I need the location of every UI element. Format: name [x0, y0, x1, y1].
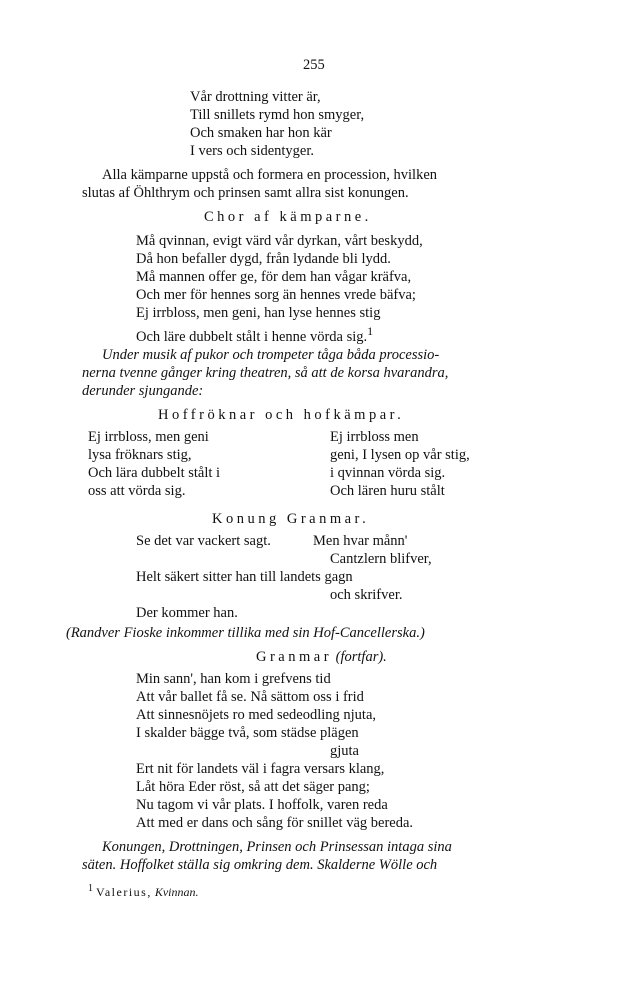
randver-direction: (Randver Fioske inkommer tillika med sin Hof-Cancellerska.) [66, 625, 425, 641]
duet-right-line: i qvinnan vörda sig. [330, 465, 446, 481]
granmar2-line: gjuta [330, 743, 359, 759]
duet-left-line: Och lära dubbelt stålt i [88, 465, 221, 481]
footnote-number: 1 [88, 883, 93, 894]
granmar-heading: Konung Granmar. [212, 511, 370, 527]
duet-left-line: Ej irrbloss, men geni [88, 429, 209, 445]
duet-right-line: geni, I lysen op vår stig, [330, 447, 470, 463]
granmar2-heading-name: Granmar [256, 649, 333, 665]
footnote-title: Kvinnan. [154, 885, 199, 899]
granmar-line: Der kommer han. [136, 605, 238, 621]
stage-direction-line: derunder sjungande: [82, 383, 204, 399]
chor-line: Och mer för hennes sorg än hennes vrede bäfva; [136, 287, 416, 303]
granmar2-line: Nu tagom vi vår plats. I hoffolk, varen reda [136, 797, 388, 813]
chor-line: Då hon befaller dygd, från lydande bli lydd. [136, 251, 391, 267]
granmar2-heading [256, 648, 387, 666]
duet-heading: Hoffröknar och hofkämpar. [158, 407, 405, 423]
page-number: 255 [303, 57, 325, 73]
granmar2-line: I skalder bägge två, som städse plägen [136, 725, 359, 741]
duet-left-line: lysa fröknars stig, [88, 447, 192, 463]
narration-line: Alla kämparne uppstå och formera en procession, hvilken [102, 167, 438, 183]
stanza-line: I vers och sidentyger. [190, 143, 315, 159]
stanza-line: Och smaken har hon kär [190, 125, 332, 141]
granmar2-heading-note: (fortfar). [335, 649, 387, 665]
granmar-line: Se det var vackert sagt. [136, 533, 271, 549]
stanza-line: Vår drottning vitter är, [190, 89, 321, 105]
granmar-line: Helt säkert sitter han till landets gagn [136, 569, 353, 585]
granmar2-line: Min sann', han kom i grefvens tid [136, 671, 331, 687]
granmar2-line: Låt höra Eder röst, så att det säger pang; [136, 779, 370, 795]
stage-direction-line: Konungen, Drottningen, Prinsen och Prinsessan intaga sina [102, 839, 452, 855]
stage-direction-line: säten. Hoffolket ställa sig omkring dem. Skalderne Wölle och [82, 857, 438, 873]
granmar2-line: Att med er dans och sång för snillet väg bereda. [136, 815, 414, 831]
granmar-line: och skrifver. [330, 587, 403, 603]
narration-line: slutas af Öhlthrym och prinsen samt allra sist konungen. [82, 185, 409, 201]
chor-line: Ej irrbloss, men geni, han lyse hennes stig [136, 305, 381, 321]
footnote [88, 880, 199, 901]
granmar-line: Men hvar månn' [313, 533, 408, 549]
granmar2-line: Att vår ballet få se. Nå sättom oss i frid [136, 689, 364, 705]
chor-line-text: Och läre dubbelt stålt i henne vörda sig. [136, 328, 368, 345]
footnote-author: Valerius, [96, 885, 152, 899]
stage-direction-line: nerna tvenne gånger kring theatren, så att de korsa hvarandra, [82, 365, 449, 381]
chor-line: Må mannen offer ge, för dem han vågar kräfva, [136, 269, 412, 285]
chor-heading: Chor af kämparne. [204, 209, 372, 225]
granmar2-line: Att sinnesnöjets ro med sedeodling njuta, [136, 707, 377, 723]
chor-line [136, 322, 373, 346]
stanza-line: Till snillets rymd hon smyger, [190, 107, 365, 123]
granmar-line: Cantzlern blifver, [330, 551, 432, 567]
stage-direction-line: Under musik af pukor och trompeter tåga båda processio- [102, 347, 440, 363]
granmar2-line: Ert nit för landets väl i fagra versars klang, [136, 761, 385, 777]
duet-right-line: Och lären huru stålt [330, 483, 445, 499]
duet-left-line: oss att vörda sig. [88, 483, 186, 499]
footnote-marker: 1 [367, 324, 374, 338]
duet-right-line: Ej irrbloss men [330, 429, 419, 445]
chor-line: Må qvinnan, evigt värd vår dyrkan, vårt beskydd, [136, 233, 423, 249]
